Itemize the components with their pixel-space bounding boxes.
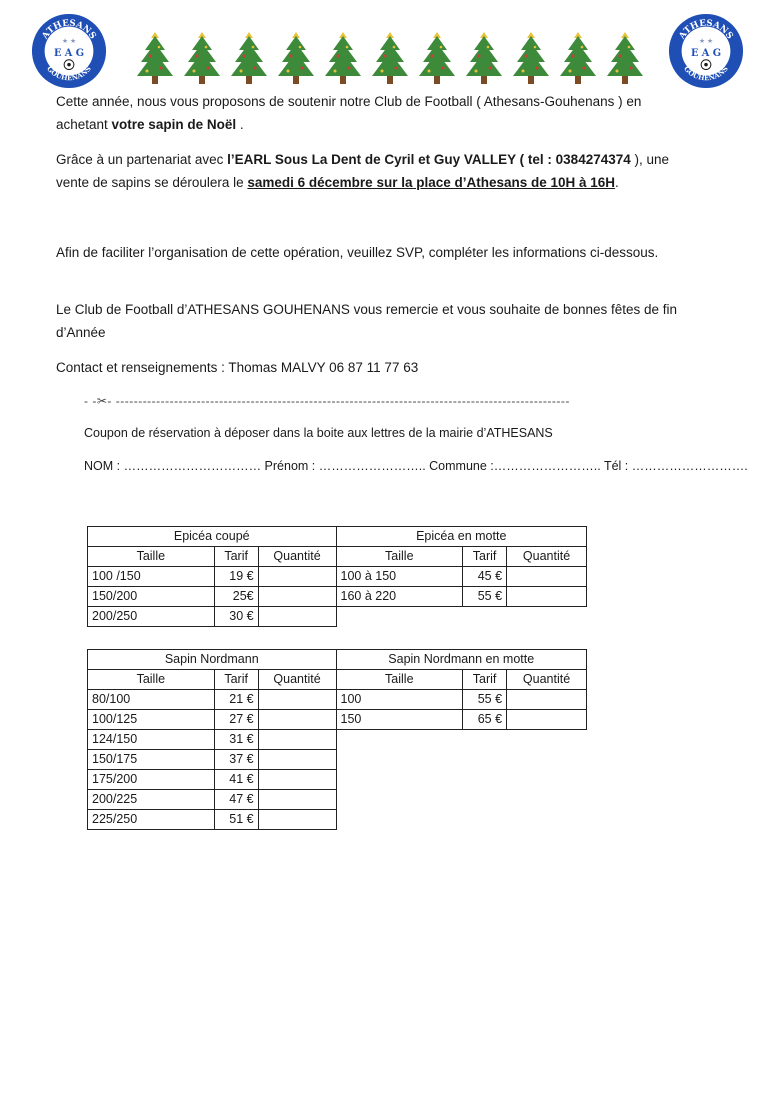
instructions-paragraph (56, 241, 696, 264)
column-header: Quantité (258, 670, 336, 690)
price-cell: 55 € (463, 690, 507, 710)
price-cell: 45 € (463, 567, 507, 587)
size-cell: 200/250 (88, 607, 215, 627)
svg-text:★ ★: ★ ★ (698, 38, 714, 46)
logo-center-text: E A G (690, 47, 722, 59)
table-row (88, 770, 587, 790)
column-header: Taille (336, 670, 463, 690)
quantity-cell[interactable] (258, 770, 336, 790)
christmas-tree-icon (370, 30, 410, 86)
table-row (88, 750, 587, 770)
table-row (88, 607, 587, 627)
quantity-cell[interactable] (507, 567, 587, 587)
price-cell: 51 € (214, 810, 258, 830)
instructions-text: Afin de faciliter l’organisation de cette opération, veuillez SVP, compléter les informations ci-dessous. (56, 245, 659, 260)
contact-line (56, 356, 696, 379)
partnership-paragraph (56, 148, 696, 194)
christmas-tree-icon (323, 30, 363, 86)
column-header: Taille (88, 670, 215, 690)
size-cell: 100 (336, 690, 463, 710)
logo-top-text: ATHESANS (677, 18, 735, 42)
size-cell: 100 à 150 (336, 567, 463, 587)
column-header: Tarif (214, 547, 258, 567)
table-row (88, 587, 587, 607)
intro-end: . (236, 117, 244, 132)
price-cell: 30 € (214, 607, 258, 627)
size-cell: 175/200 (88, 770, 215, 790)
thanks-paragraph (56, 298, 696, 344)
table-row (88, 790, 587, 810)
quantity-cell[interactable] (507, 587, 587, 607)
price-cell: 21 € (214, 690, 258, 710)
quantity-cell[interactable] (258, 567, 336, 587)
size-cell: 100/125 (88, 710, 215, 730)
partner-bold: l’EARL Sous La Dent de Cyril et Guy VALLEY ( tel : 0384274374 (227, 152, 631, 167)
table-title: Sapin Nordmann (88, 650, 337, 670)
size-cell: 225/250 (88, 810, 215, 830)
column-header: Tarif (214, 670, 258, 690)
table-row (88, 690, 587, 710)
table-title: Epicéa coupé (88, 527, 337, 547)
table-title: Epicéa en motte (336, 527, 587, 547)
quantity-cell[interactable] (258, 730, 336, 750)
logo-bottom-text: GOUHENANS (45, 64, 93, 83)
thanks-text: Le Club de Football d’ATHESANS GOUHENANS vous remercie et vous souhaite de bonnes fêtes de fin d’Année (56, 302, 678, 340)
column-header: Tarif (463, 670, 507, 690)
column-header: Taille (88, 547, 215, 567)
table-row (88, 730, 587, 750)
price-cell: 47 € (214, 790, 258, 810)
size-cell: 124/150 (88, 730, 215, 750)
quantity-cell[interactable] (258, 810, 336, 830)
svg-text:★ ★: ★ ★ (61, 38, 77, 46)
christmas-tree-icon (558, 30, 598, 86)
header (30, 12, 745, 92)
christmas-tree-icon (605, 30, 645, 86)
sale-date: samedi 6 décembre sur la place d’Athesans de 10H à 16H (247, 175, 616, 190)
partner-end: . (615, 175, 619, 190)
christmas-tree-icon (229, 30, 269, 86)
table-title: Sapin Nordmann en motte (336, 650, 587, 670)
christmas-tree-icon (276, 30, 316, 86)
quantity-cell[interactable] (507, 690, 587, 710)
quantity-cell[interactable] (258, 750, 336, 770)
price-cell: 41 € (214, 770, 258, 790)
coupon-instruction: Coupon de réservation à déposer dans la boite aux lettres de la mairie d’ATHESANS (84, 426, 553, 440)
christmas-tree-icon (511, 30, 551, 86)
size-cell: 160 à 220 (336, 587, 463, 607)
table-row (88, 567, 587, 587)
price-cell: 55 € (463, 587, 507, 607)
price-cell: 27 € (214, 710, 258, 730)
column-header: Quantité (507, 547, 587, 567)
column-header: Quantité (258, 547, 336, 567)
price-cell: 31 € (214, 730, 258, 750)
quantity-cell[interactable] (507, 710, 587, 730)
quantity-cell[interactable] (258, 710, 336, 730)
intro-text: Cette année, nous vous proposons de soutenir notre Club de Football ( Athesans-Gouhenans ) en achetant (56, 94, 642, 132)
price-cell: 25€ (214, 587, 258, 607)
contact-text: Contact et renseignements : Thomas MALVY 06 87 11 77 63 (56, 360, 419, 375)
quantity-cell[interactable] (258, 587, 336, 607)
logo-center-text: E A G (53, 47, 85, 59)
christmas-tree-row (135, 26, 645, 86)
size-cell: 200/225 (88, 790, 215, 810)
club-logo-right (667, 12, 745, 90)
christmas-tree-icon (135, 30, 175, 86)
price-cell: 65 € (463, 710, 507, 730)
size-cell: 150 (336, 710, 463, 730)
table-row (88, 710, 587, 730)
christmas-tree-icon (417, 30, 457, 86)
epicea-price-table (87, 526, 587, 627)
size-cell: 80/100 (88, 690, 215, 710)
club-logo-left (30, 12, 108, 90)
column-header: Taille (336, 547, 463, 567)
scissors-cut-line: - -✂- ----------------------------------------------------------------------------------------------------- (84, 394, 570, 408)
logo-bottom-text: GOUHENANS (682, 64, 730, 83)
size-cell: 100 /150 (88, 567, 215, 587)
size-cell: 150/200 (88, 587, 215, 607)
christmas-tree-icon (182, 30, 222, 86)
column-header: Tarif (463, 547, 507, 567)
nordmann-price-table (87, 649, 587, 830)
coupon-fields: NOM : …………………………… Prénom : …………………….. Commune :…………………….. Tél : ………………………. (84, 459, 748, 473)
quantity-cell[interactable] (258, 790, 336, 810)
quantity-cell[interactable] (258, 607, 336, 627)
table-row (88, 810, 587, 830)
quantity-cell[interactable] (258, 690, 336, 710)
column-header: Quantité (507, 670, 587, 690)
price-cell: 19 € (214, 567, 258, 587)
intro-bold: votre sapin de Noël (111, 117, 237, 132)
price-cell: 37 € (214, 750, 258, 770)
intro-paragraph-1 (56, 90, 696, 136)
partner-text: Grâce à un partenariat avec (56, 152, 228, 167)
partner-mid: ), une vente de sapins se déroulera le (56, 152, 670, 190)
logo-top-text: ATHESANS (40, 18, 98, 42)
size-cell: 150/175 (88, 750, 215, 770)
christmas-tree-icon (464, 30, 504, 86)
